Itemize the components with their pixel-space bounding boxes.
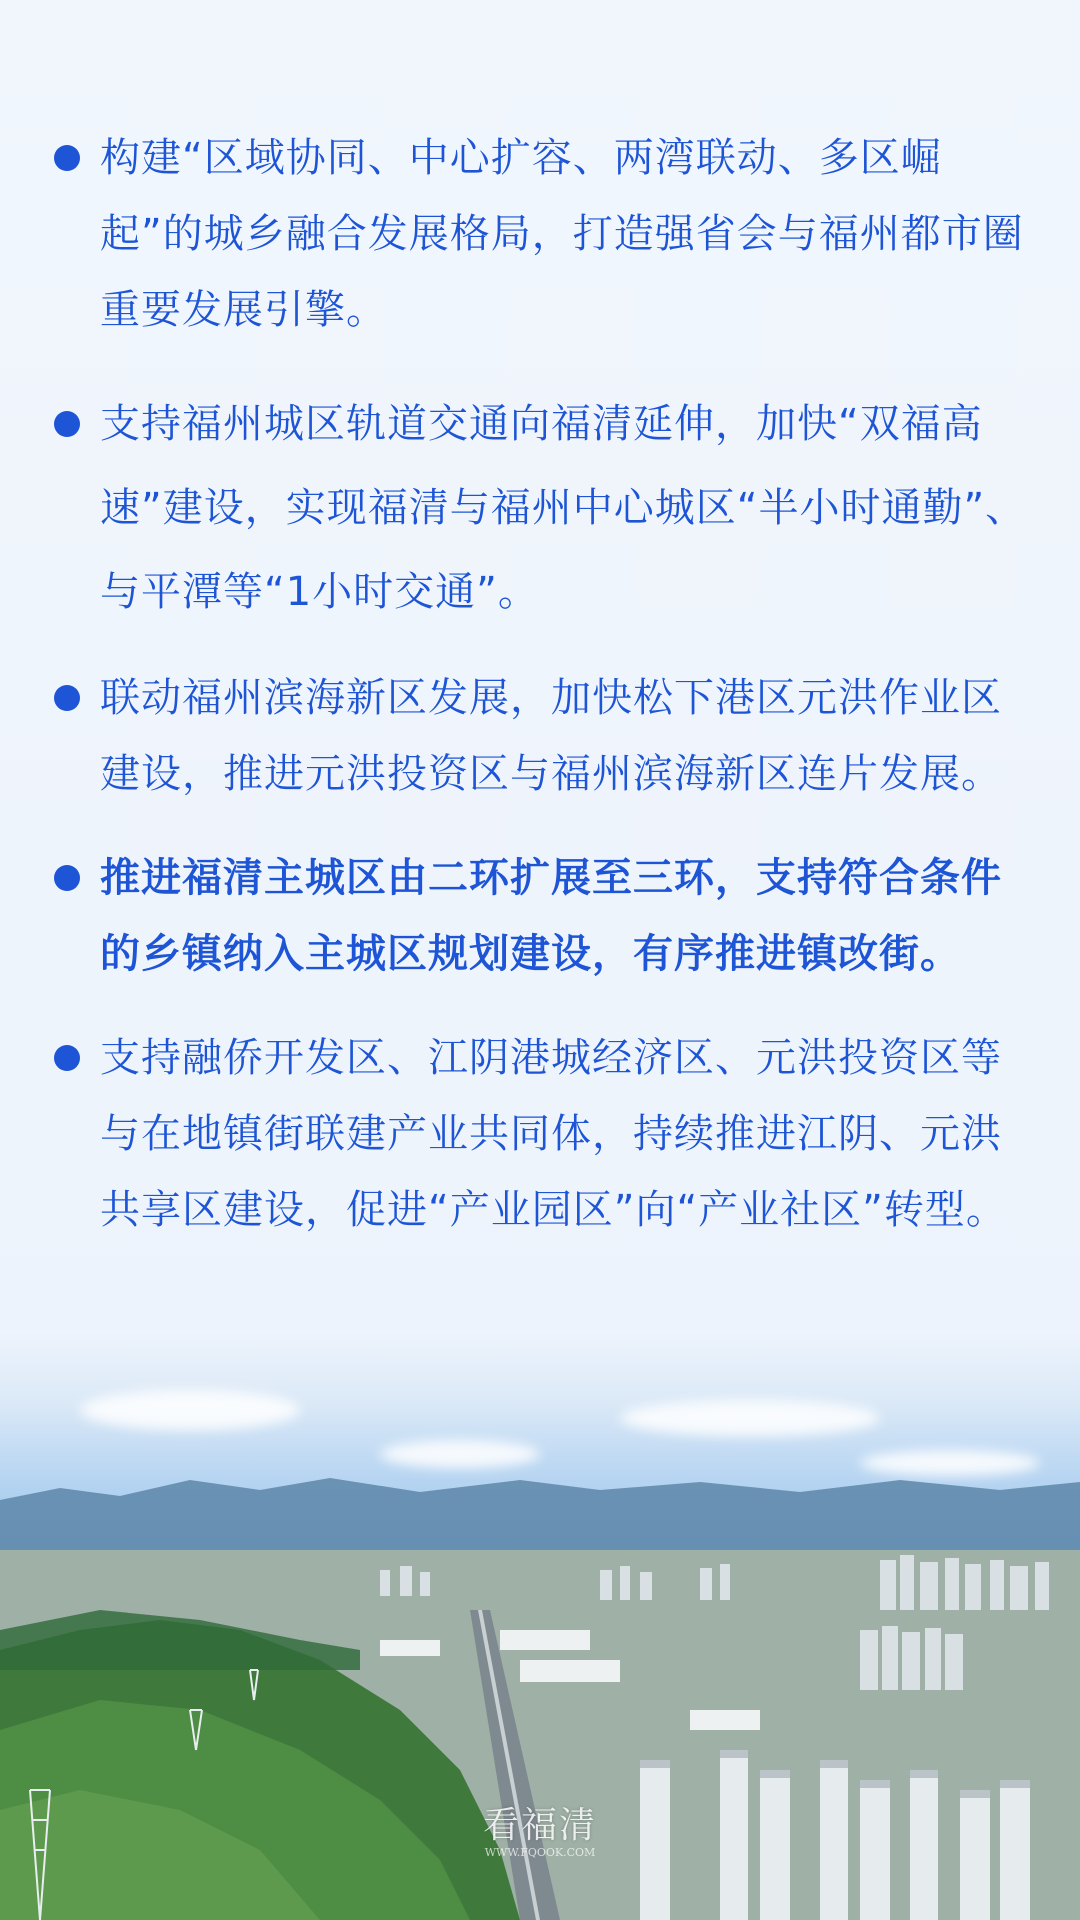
bullet-dot-icon <box>54 411 80 437</box>
bullet-text: 联动福州滨海新区发展，加快松下港区元洪作业区建设，推进元洪投资区与福州滨海新区连片发展。 <box>100 675 1002 797</box>
bullet-item-4 <box>0 840 1080 992</box>
bullet-text: 构建“区域协同、中心扩容、两湾联动、多区崛起”的城乡融合发展格局，打造强省会与福州都市圈重要发展引擎。 <box>100 135 1024 333</box>
bullet-text: 支持融侨开发区、江阴港城经济区、元洪投资区等与在地镇街联建产业共同体，持续推进江阴、元洪共享区建设，促进“产业园区”向“产业社区”转型。 <box>100 1035 1007 1233</box>
watermark-title: 看福清 <box>482 1805 597 1846</box>
watermark <box>475 1806 605 1860</box>
bullet-item-1 <box>0 120 1080 348</box>
watermark-sub: WWW.FQOOK.COM <box>484 1846 596 1859</box>
bullet-dot-icon <box>54 145 80 171</box>
bullet-dot-icon <box>54 1045 80 1071</box>
bullet-dot-icon <box>54 865 80 891</box>
bullet-text: 支持福州城区轨道交通向福清延伸，加快“双福高速”建设，实现福清与福州中心城区“半小时通勤”、与平潭等“1小时交通”。 <box>100 401 1027 615</box>
bullet-item-3 <box>0 660 1080 812</box>
bullet-item-5 <box>0 1020 1080 1248</box>
bullet-dot-icon <box>54 685 80 711</box>
bullet-text: 推进福清主城区由二环扩展至三环，支持符合条件的乡镇纳入主城区规划建设，有序推进镇改街。 <box>100 855 1002 977</box>
bullet-item-2 <box>0 382 1080 634</box>
